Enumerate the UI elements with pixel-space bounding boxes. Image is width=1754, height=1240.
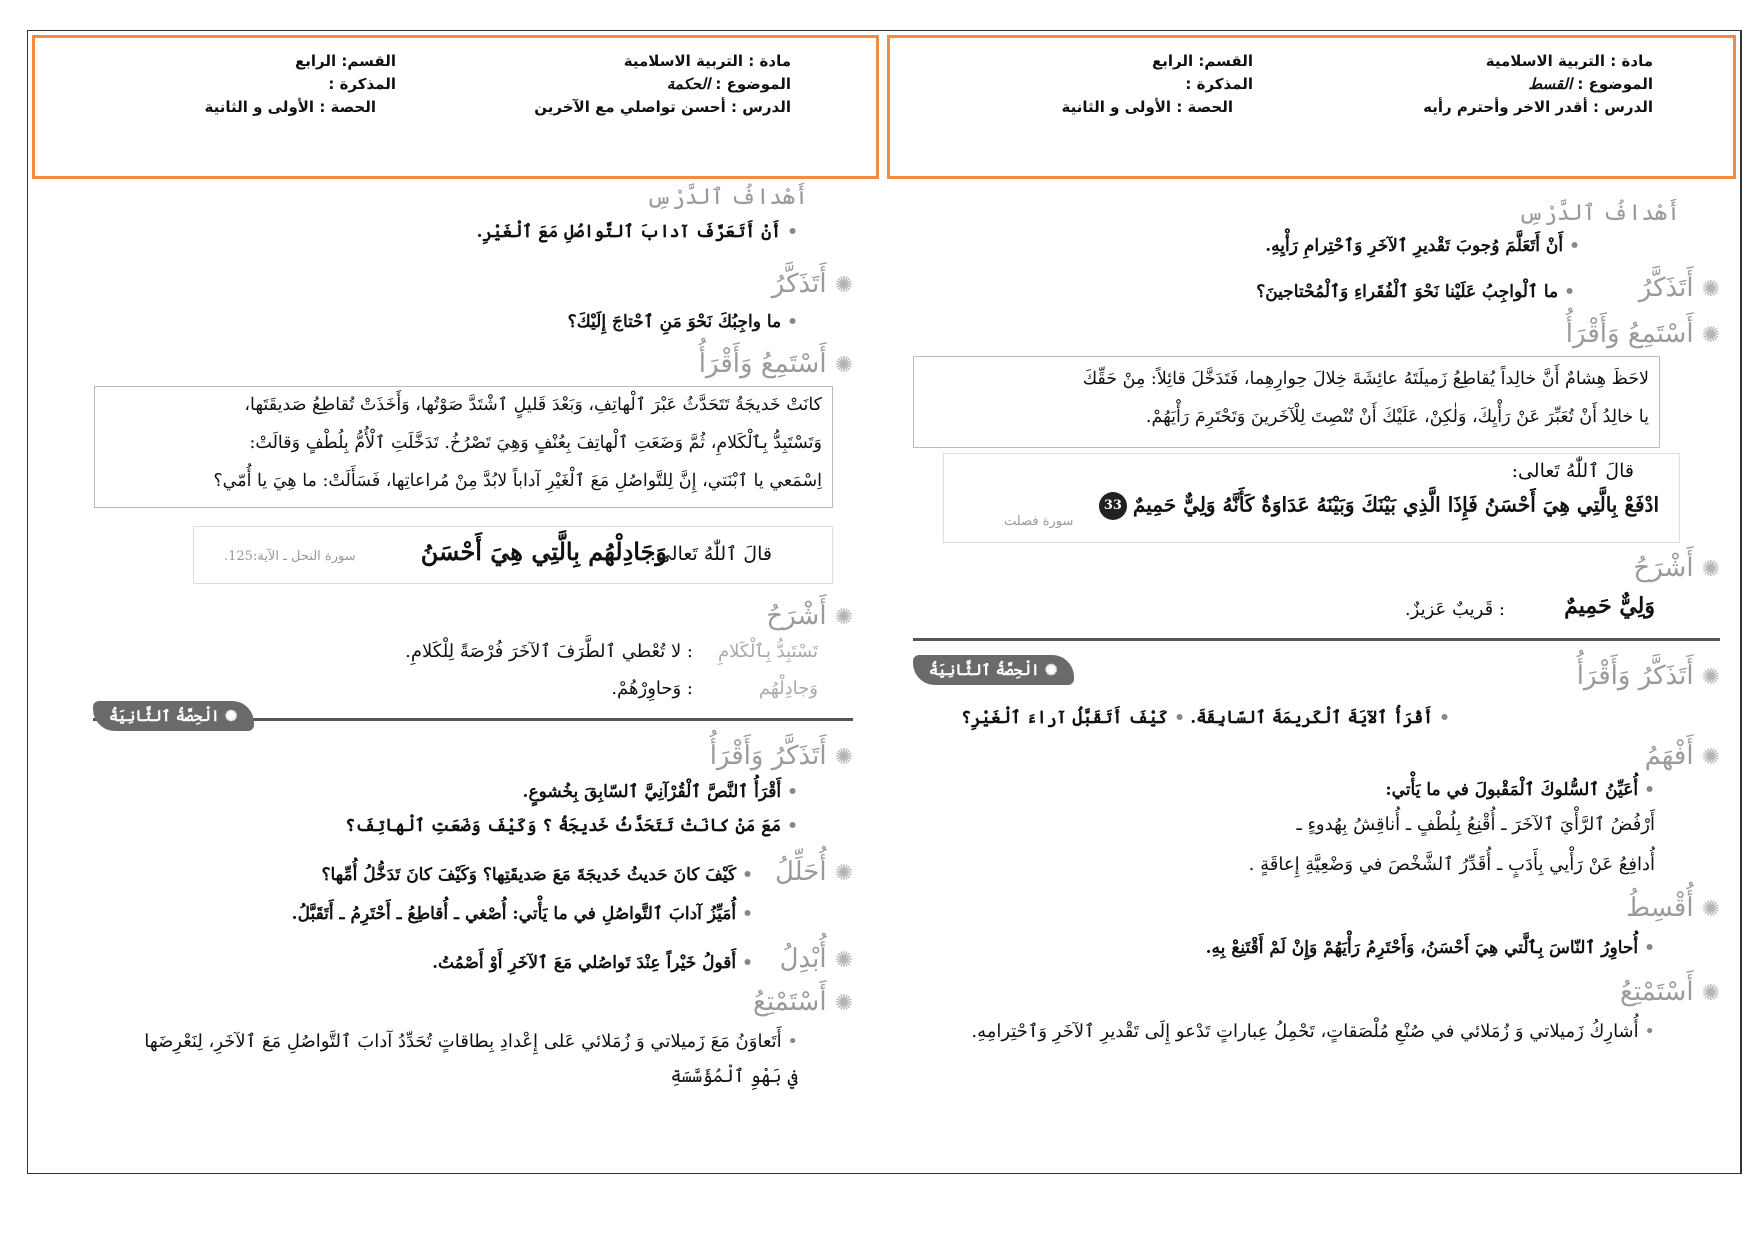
enjoy-title: ✺أَسْتَمْتِعُ <box>752 987 853 1017</box>
task-item: •أُعَيِّنُ ٱلسُّلوكَ ٱلْمَقْبولَ في ما يَأْتي: <box>1385 780 1655 800</box>
quran-verse: وَجَادِلْهُم بِالَّتِي هِيَ أَحْسَنُ <box>420 537 667 566</box>
listen-title: ✺أَسْتَمِعُ وَأَقْرَأُ <box>698 349 853 379</box>
explain-title: ✺أَشْرَحُ <box>1633 553 1720 583</box>
memo-label: المذكرة : <box>328 75 396 93</box>
lesson-body <box>883 181 1740 1173</box>
topic-value: القسط <box>1528 75 1573 93</box>
explain-word: وَجادِلْهُم <box>758 678 818 699</box>
star-icon: ✺ <box>834 991 853 1016</box>
explain-meaning: : وَحاوِرْهُمْ. <box>611 678 693 699</box>
star-icon: ✺ <box>834 948 853 973</box>
second-period-badge: ✺ الْحِصَّةُ ٱلثَّانِيَةُ <box>93 701 254 731</box>
story-box <box>913 356 1660 448</box>
verse-intro: قالَ ٱللّٰهُ تَعالى: <box>649 543 772 565</box>
remember-question: •ما ٱلْواجِبُ عَلَيْنا نَحْوَ ٱلْفُقَراءِ وَٱلْمُحْتاجينَ؟ <box>1256 282 1575 302</box>
star-icon: ✺ <box>834 273 853 298</box>
remember-title: ✺أَتَذَكَّرُ <box>771 269 853 299</box>
subject-value: التربية الاسلامية <box>623 52 744 70</box>
star-icon: ✺ <box>834 861 853 886</box>
topic-value: الحكمة <box>666 75 711 93</box>
goals-title: أَهْدافُ ٱلدَّرْسِ <box>646 185 808 210</box>
behavior-options: أَرْفُضُ ٱلرَّأْيَ ٱلآخَرَ ـ أُقْنِعُ بِلُطْفٍ ـ أُناقِشُ بِهُدوءٍ ـ <box>1296 814 1655 835</box>
lesson-value: أقدر الاخر وأحترم رأيه <box>1423 98 1588 116</box>
fair-title: ✺أُقْسِطُ <box>1626 893 1720 923</box>
story-box <box>94 386 833 508</box>
star-icon: ✺ <box>1701 665 1720 690</box>
task-item: •مَعَ مَنْ كانَتْ تَتَحَدَّثُ خَديجَةُ ؟ وَكَيْفَ وَضَعَتِ ٱلْهاتِفَ؟ <box>345 816 798 836</box>
header-dept-block <box>1061 50 1253 119</box>
verse-intro: قالَ ٱللّٰهُ تَعالى: <box>1511 460 1634 482</box>
goal-item: •أَنْ أَتَعَلَّمَ وُجوبَ تَقْديرِ ٱلآخَرِ وَٱحْتِرامِ رَأْيِهِ. <box>1265 236 1580 256</box>
lesson-label: الدرس : <box>1593 98 1653 116</box>
dept-value: الرابع <box>1152 52 1194 70</box>
listen-title: ✺أَسْتَمِعُ وَأَقْرَأُ <box>1565 319 1720 349</box>
topic-label: الموضوع : <box>715 75 791 93</box>
goals-title: أَهْدافُ ٱلدَّرْسِ <box>1518 201 1680 226</box>
star-icon: ✺ <box>834 605 853 630</box>
remember-read-title: ✺أَتَذَكَّرُ وَأَقْرَأُ <box>1576 661 1720 691</box>
topic-label: الموضوع : <box>1577 75 1653 93</box>
subject-value: التربية الاسلامية <box>1485 52 1606 70</box>
verse-number-badge: 33 <box>1099 492 1127 520</box>
task-item: •أُحاوِرُ ٱلنّاسَ بِٱلَّتي هِيَ أَحْسَنُ، وَأَحْتَرِمُ رَأْيَهُمْ وَإِنْ لَمْ أَقْتَنِعْ بِهِ. <box>1205 938 1655 958</box>
header-subject-block <box>534 50 791 119</box>
remember-title: ✺أَتَذَكَّرُ <box>1638 273 1720 303</box>
dept-label: القسم: <box>1198 52 1253 70</box>
lesson-value: أحسن تواصلي مع الآخرين <box>534 98 726 116</box>
star-icon: ✺ <box>834 353 853 378</box>
lesson-label: الدرس : <box>731 98 791 116</box>
verse-box <box>193 526 833 584</box>
period-label: الحصة : <box>319 98 376 116</box>
explain-word: تَسْتَبِدُّ بِٱلْكَلامِ <box>718 641 818 662</box>
story-line: كانَتْ خَديجَةُ تَتَحَدَّثُ عَبْرَ ٱلْهاتِفِ، وَبَعْدَ قَليلٍ ٱشْتَدَّ صَوْتُها، وَأَخَذَتْ تُقاطِعُ صَديقَتَها، <box>244 395 822 415</box>
second-period-badge: ✺ الْحِصَّةُ ٱلثَّانِيَةُ <box>913 655 1074 685</box>
verse-reference: سورة النحل ـ الآية:125. <box>224 549 356 564</box>
header-box <box>32 35 879 179</box>
header-subject-block <box>1423 50 1653 119</box>
verse-box <box>943 453 1680 543</box>
period-label: الحصة : <box>1176 98 1233 116</box>
task-item: •أَقولُ خَيْراً عِنْدَ تَواصُلي مَعَ ٱلآخَرِ أَوْ أَصْمُتُ. <box>432 953 753 973</box>
star-icon: ✺ <box>1701 745 1720 770</box>
verse-reference: سورة فصلت <box>1004 514 1074 529</box>
story-line: يا خالِدُ أَنْ تُعَبِّرَ عَنْ رَأْيِكَ، وَلٰكِنْ، عَلَيْكَ أَنْ تُنْصِتَ لِلْآخَرينَ وَتَحْتَرِمَ رَأْيَهُمْ. <box>1145 407 1649 427</box>
understand-title: ✺أَفْهَمُ <box>1644 741 1720 771</box>
task-item: • أَتَعاوَنُ مَعَ زَميلاتي وَ زُمَلائي عَلى إِعْدادِ بِطاقاتٍ تُحَدِّدُ آدابَ ٱلتَّواصُلِ مَعَ ٱلآخَرِ، لِنَعْرِضَها <box>144 1031 798 1052</box>
goal-item: •أَنْ أَتَعَرَّفَ آدابَ ٱلتَّواصُلِ مَعَ ٱلْغَيْرِ. <box>476 222 798 242</box>
remember-question: •ما واجِبُكَ نَحْوَ مَنِ ٱحْتاجَ إِلَيْكَ؟ <box>567 312 798 332</box>
remember-read-title: ✺أَتَذَكَّرُ وَأَقْرَأُ <box>709 741 853 771</box>
story-line: وَتَسْتَبِدُّ بِٱلْكَلامِ، ثُمَّ وَضَعَتِ ٱلْهاتِفَ بِعُنْفٍ وَهِيَ تَصْرُخُ. تَدَخَّلَتِ ٱلْأُمُّ بِلُطْفٍ وَقالَتْ: <box>249 433 822 453</box>
explain-meaning: : لا تُعْطي ٱلطَّرَفَ ٱلآخَرَ فُرْصَةً لِلْكَلامِ. <box>405 641 693 662</box>
lesson-column-right <box>883 31 1741 1173</box>
task-item: •كَيْفَ كانَ حَديثُ خَديجَةَ مَعَ صَديقَتِها؟ وَكَيْفَ كانَ تَدَخُّلُ أُمِّها؟ <box>321 865 753 885</box>
task-item: •أَقْرَأُ ٱلآيَةَ ٱلْكَريمَةَ ٱلسّابِقَةَ. <box>1190 708 1450 728</box>
star-icon: ✺ <box>1701 897 1720 922</box>
star-icon: ✺ <box>1701 323 1720 348</box>
divider <box>913 638 1720 641</box>
story-line: لاحَظَ هِشامٌ أَنَّ خالِداً يُقاطِعُ زَميلَتَهُ عائِشَةَ خِلالَ حِوارِهِما، فَتَدَخَّلَ قائِلاً: مِنْ حَقِّكَ <box>1082 369 1649 389</box>
lesson-column-left <box>28 31 883 1173</box>
explain-word: وَلِيٌّ حَمِيمٌ <box>1564 593 1655 619</box>
task-item-continuation: في بَهْوِ ٱلْمُؤَسَّسَةِ <box>670 1066 798 1087</box>
story-line: اِسْمَعي يا ٱبْنَتي، إِنَّ لِلتَّواصُلِ مَعَ ٱلْغَيْرِ آداباً لابُدَّ مِنْ مُراعاتِها، فَسَأَلَتْ: ما هِيَ يا أُمّي؟ <box>213 471 822 491</box>
quran-verse: ادْفَعْ بِالَّتِي هِيَ أَحْسَنُ فَإِذَا الَّذِي بَيْنَكَ وَبَيْنَهُ عَدَاوَةٌ كَأَنَّهُ وَلِيٌّ حَمِيمٌ33 <box>1099 492 1659 520</box>
star-icon: ✺ <box>834 745 853 770</box>
task-item: • أُشارِكُ زَميلاتي وَ زُمَلائي في صُنْعِ مُلْصَقاتٍ، تَحْمِلُ عِباراتٍ تَدْعو إِلَى تَقْديرِ ٱلآخَرِ وَٱحْتِرامِهِ. <box>971 1021 1655 1042</box>
task-item: •كَيْفَ أَتَقَبَّلُ آراءَ ٱلْغَيْرِ؟ <box>961 708 1185 728</box>
period-value: الأولى و الثانية <box>204 98 315 116</box>
header-dept-block <box>204 50 396 119</box>
behavior-options: أُدافِعُ عَنْ رَأْيي بِأَدَبٍ ـ أُقَدِّرُ ٱلشَّخْصَ في وَضْعِيَّةِ إِعاقَةٍ . <box>1248 854 1655 875</box>
star-icon: ✺ <box>1701 557 1720 582</box>
star-icon: ✺ <box>1701 981 1720 1006</box>
lesson-body <box>28 181 883 1173</box>
explain-title: ✺أَشْرَحُ <box>766 601 853 631</box>
period-value: الأولى و الثانية <box>1061 98 1172 116</box>
memo-label: المذكرة : <box>1185 75 1253 93</box>
lesson-sheet <box>27 30 1742 1174</box>
explain-meaning: : قَريبٌ عَزيزٌ. <box>1404 599 1505 620</box>
dept-label: القسم: <box>341 52 396 70</box>
express-title: ✺أُبْدِلُ <box>779 944 853 974</box>
task-item: •أَقْرَأُ ٱلنَّصَّ ٱلْقُرْآنِيَّ ٱلسّابِقَ بِخُشوعٍ. <box>522 782 798 802</box>
task-item: •أُمَيِّزُ آدابَ ٱلتَّواصُلِ في ما يَأْتي: أُصْغي ـ أُقاطِعُ ـ أَحْتَرِمُ ـ أَتَقَبَّلُ. <box>291 904 753 924</box>
dept-value: الرابع <box>295 52 337 70</box>
star-icon: ✺ <box>1701 277 1720 302</box>
subject-label: مادة : <box>748 52 791 70</box>
enjoy-title: ✺أَسْتَمْتِعُ <box>1619 977 1720 1007</box>
analyze-title: ✺أُحَلِّلُ <box>774 857 853 887</box>
header-box <box>887 35 1736 179</box>
subject-label: مادة : <box>1610 52 1653 70</box>
